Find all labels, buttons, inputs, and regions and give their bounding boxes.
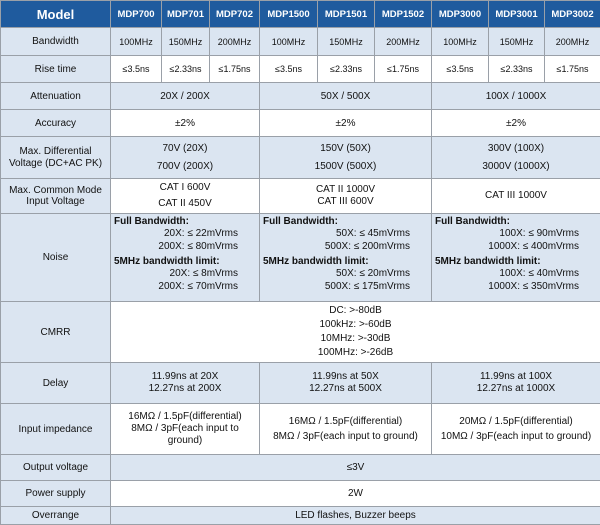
cell-line: 700V (200X)	[111, 161, 259, 173]
max-common-mode-row	[1, 179, 600, 214]
row-label: Input impedance	[1, 404, 111, 455]
noise-value: 20X: ≤ 22mVrms	[114, 227, 256, 240]
noise-value: 200X: ≤ 70mVrms	[114, 280, 256, 293]
table-cell: ≤3.5ns	[260, 56, 318, 83]
table-cell: ≤2.33ns	[318, 56, 375, 83]
table-cell	[260, 179, 432, 214]
output-voltage-row	[1, 455, 600, 481]
row-label: Overrange	[1, 507, 111, 525]
power-supply-row	[1, 481, 600, 507]
table-cell: ±2%	[260, 110, 432, 137]
input-impedance-row	[1, 404, 600, 455]
model-name: MDP1500	[260, 1, 318, 28]
table-cell: 100MHz	[111, 28, 162, 56]
cell-line: CAT I 600V	[111, 182, 259, 194]
cell-line: 12.27ns at 500X	[260, 383, 431, 395]
row-label	[1, 137, 111, 179]
table-cell	[432, 179, 600, 214]
accuracy-row	[1, 110, 600, 137]
table-cell	[111, 302, 600, 363]
row-label: Power supply	[1, 481, 111, 507]
row-label: Attenuation	[1, 83, 111, 110]
cell-line: 10MΩ / 3pF(each input to ground)	[432, 431, 600, 443]
table-cell	[432, 214, 600, 302]
table-cell: 100X / 1000X	[432, 83, 600, 110]
model-name: MDP1502	[375, 1, 432, 28]
row-label: Accuracy	[1, 110, 111, 137]
cell-line: 10MHz: >-30dB	[111, 332, 600, 346]
noise-value: 50X: ≤ 20mVrms	[263, 267, 428, 280]
cell-line: CAT II 1000V	[260, 184, 431, 196]
cmrr-row	[1, 302, 600, 363]
row-label-line: Voltage (DC+AC PK)	[1, 158, 110, 170]
table-cell	[260, 214, 432, 302]
table-cell	[260, 137, 432, 179]
cell-line: CAT III 600V	[260, 196, 431, 208]
model-name: MDP3002	[545, 1, 600, 28]
cell-line: 20MΩ / 1.5pF(differential)	[432, 416, 600, 428]
model-header: Model	[1, 1, 111, 28]
table-cell: ±2%	[432, 110, 600, 137]
table-cell: 150MHz	[318, 28, 375, 56]
model-name: MDP702	[210, 1, 260, 28]
table-cell: 150MHz	[162, 28, 210, 56]
row-label-line: Max. Common Mode	[1, 185, 110, 196]
cell-line: 3000V (1000X)	[432, 161, 600, 173]
table-cell: 2W	[111, 481, 600, 507]
noise-value: 200X: ≤ 80mVrms	[114, 240, 256, 253]
table-cell: 100MHz	[260, 28, 318, 56]
rise-time-row	[1, 56, 600, 83]
cell-line: 11.99ns at 100X	[432, 371, 600, 383]
cell-line: 12.27ns at 1000X	[432, 383, 600, 395]
table-cell	[111, 404, 260, 455]
table-cell	[111, 363, 260, 404]
overrange-row	[1, 507, 600, 525]
cell-line: 70V (20X)	[111, 143, 259, 155]
row-label: Output voltage	[1, 455, 111, 481]
noise-value: 500X: ≤ 175mVrms	[263, 280, 428, 293]
table-cell: 200MHz	[210, 28, 260, 56]
cell-line: 11.99ns at 20X	[111, 371, 259, 383]
cell-line: 11.99ns at 50X	[260, 371, 431, 383]
table-cell: ≤3V	[111, 455, 600, 481]
cell-line: 150V (50X)	[260, 143, 431, 155]
table-cell	[111, 214, 260, 302]
row-label-line: Input Voltage	[1, 196, 110, 207]
noise-heading: 5MHz bandwidth limit:	[263, 256, 428, 267]
noise-heading: 5MHz bandwidth limit:	[114, 256, 256, 267]
noise-heading: Full Bandwidth:	[114, 216, 256, 227]
row-label	[1, 179, 111, 214]
table-cell: LED flashes, Buzzer beeps	[111, 507, 600, 525]
row-label: Noise	[1, 214, 111, 302]
noise-value: 1000X: ≤ 350mVrms	[435, 280, 597, 293]
table-cell	[260, 363, 432, 404]
cell-line: 1500V (500X)	[260, 161, 431, 173]
table-cell: 200MHz	[375, 28, 432, 56]
table-cell	[260, 404, 432, 455]
table-cell: ≤1.75ns	[375, 56, 432, 83]
noise-row	[1, 214, 600, 302]
table-cell	[111, 137, 260, 179]
table-cell: 100MHz	[432, 28, 489, 56]
table-cell: ≤3.5ns	[111, 56, 162, 83]
cell-line: 16MΩ / 1.5pF(differential)	[260, 416, 431, 428]
noise-value: 100X: ≤ 90mVrms	[435, 227, 597, 240]
table-cell	[432, 137, 600, 179]
attenuation-row	[1, 83, 600, 110]
table-cell: ±2%	[111, 110, 260, 137]
bandwidth-row	[1, 28, 600, 56]
cell-line: 12.27ns at 200X	[111, 383, 259, 395]
table-cell: ≤1.75ns	[210, 56, 260, 83]
cell-line: DC: >-80dB	[111, 304, 600, 318]
row-label: Rise time	[1, 56, 111, 83]
model-name: MDP3000	[432, 1, 489, 28]
table-cell	[432, 404, 600, 455]
noise-value: 500X: ≤ 200mVrms	[263, 240, 428, 253]
row-label: Bandwidth	[1, 28, 111, 56]
table-cell: 150MHz	[489, 28, 545, 56]
table-cell: ≤2.33ns	[162, 56, 210, 83]
header-row	[1, 1, 600, 28]
noise-value: 50X: ≤ 45mVrms	[263, 227, 428, 240]
model-name: MDP701	[162, 1, 210, 28]
table-cell	[111, 179, 260, 214]
noise-value: 1000X: ≤ 400mVrms	[435, 240, 597, 253]
table-cell: ≤2.33ns	[489, 56, 545, 83]
cell-line: CAT II 450V	[111, 198, 259, 210]
noise-value: 20X: ≤ 8mVrms	[114, 267, 256, 280]
model-name: MDP1501	[318, 1, 375, 28]
cell-line: 300V (100X)	[432, 143, 600, 155]
cell-line: 8MΩ / 3pF(each input to ground)	[260, 431, 431, 443]
table-cell: 50X / 500X	[260, 83, 432, 110]
cell-line: 16MΩ / 1.5pF(differential)	[111, 411, 259, 423]
table-cell	[432, 363, 600, 404]
row-label: CMRR	[1, 302, 111, 363]
cell-line: 8MΩ / 3pF(each input to	[111, 423, 259, 435]
cell-line: 100kHz: >-60dB	[111, 318, 600, 332]
cell-line: CAT III 1000V	[432, 190, 600, 202]
noise-heading: 5MHz bandwidth limit:	[435, 256, 597, 267]
noise-heading: Full Bandwidth:	[435, 216, 597, 227]
row-label: Delay	[1, 363, 111, 404]
noise-value: 100X: ≤ 40mVrms	[435, 267, 597, 280]
table-cell: 200MHz	[545, 28, 600, 56]
table-cell: ≤3.5ns	[432, 56, 489, 83]
model-name: MDP3001	[489, 1, 545, 28]
delay-row	[1, 363, 600, 404]
model-name: MDP700	[111, 1, 162, 28]
table-cell: 20X / 200X	[111, 83, 260, 110]
max-differential-row	[1, 137, 600, 179]
row-label-line: Max. Differential	[1, 146, 110, 158]
table-cell: ≤1.75ns	[545, 56, 600, 83]
cell-line: ground)	[111, 435, 259, 447]
noise-heading: Full Bandwidth:	[263, 216, 428, 227]
cell-line: 100MHz: >-26dB	[111, 346, 600, 360]
